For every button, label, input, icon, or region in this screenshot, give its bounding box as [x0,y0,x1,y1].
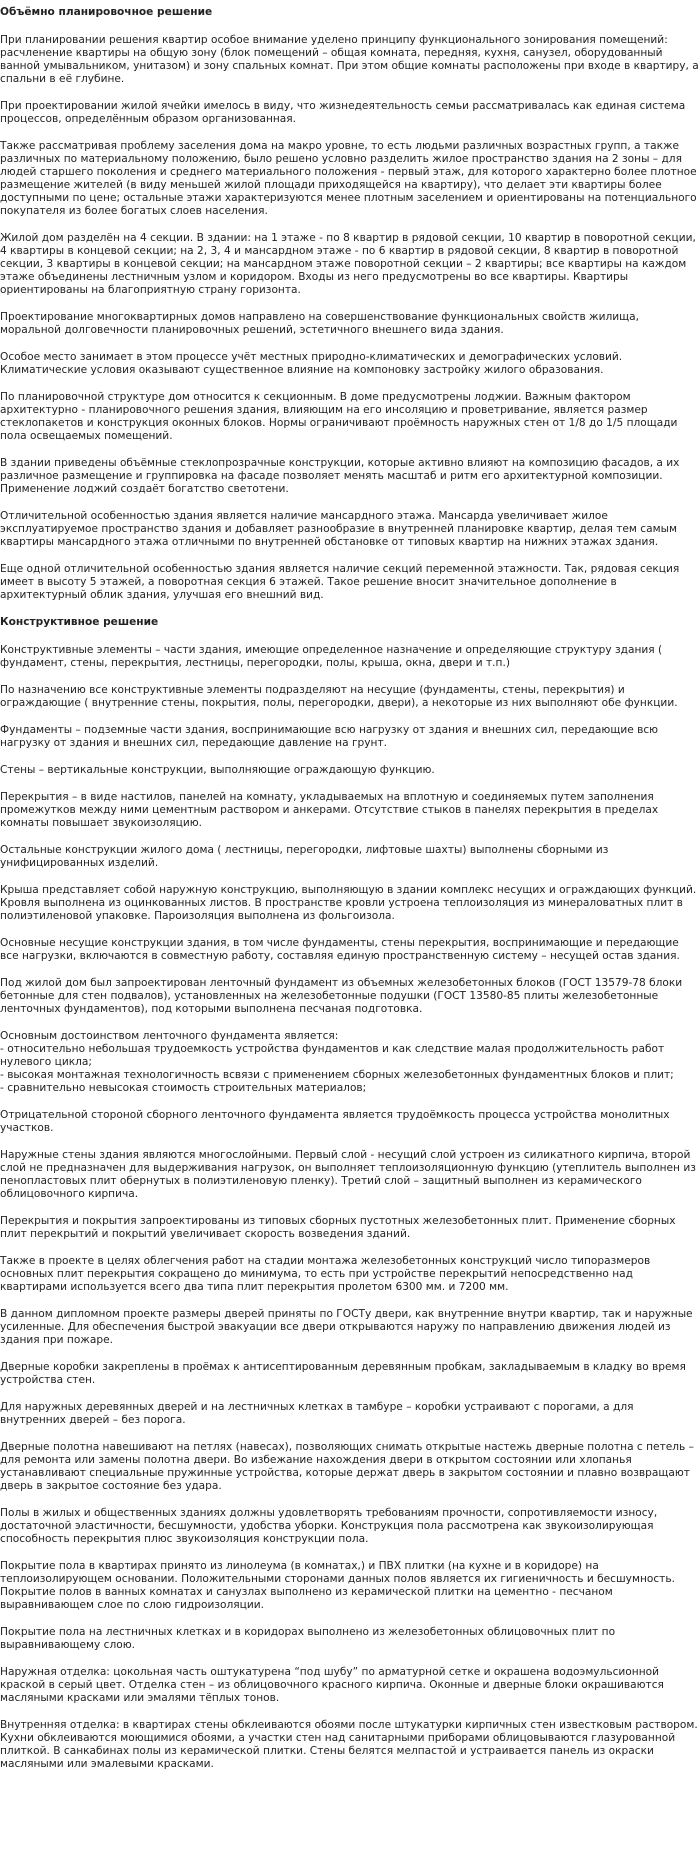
paragraph: Отличительной особенностью здания является наличие мансардного этажа. Мансарда увеличивает жилое эксплуатируемое пространство здания и добавляет разнообразие в внутренней планировке квартир, делая тем самым квартиры мансардного этажа отличными по внутренней обстановке от типовых квартир на нижних этажах здания. [0,510,677,548]
paragraph: Полы в жилых и общественных зданиях должны удовлетворять требованиям прочности, сопротивляемости износу, достаточной эластичности, бесшумности, удобства уборки. Конструкция пола рассмотрена как звукоизолирующая способность перекрытия плюс звукоизоляция конструкции пола. [0,1507,658,1545]
paragraph: Отрицательной стороной сборного ленточного фундамента является трудоёмкость процесса устройства монолитных участков. [0,1109,670,1134]
section-planning [0,6,700,602]
paragraph: Наружная отделка: цокольная часть оштукатурена “под шубу” по арматурной сетке и окрашена водоэмульсионной краской в серый цвет. Отделка стен – из облицовочного красного кирпича. Оконные и дверные блоки окрашиваются масляными красками или эмалями тёплых тонов. [0,1666,664,1704]
paragraph: Для наружных деревянных дверей и на лестничных клетках в тамбуре – коробки устраивают с порогами, а для внутренних дверей – без порога. [0,1401,634,1426]
section-title-planning: Объёмно планировочное решение [0,6,213,18]
paragraph: В данном дипломном проекте размеры дверей приняты по ГОСТу двери, как внутренние внутри квартир, так и наружные усиленные. Для обеспечения быстрой эвакуации все двери открываются наружу по направлению движения людей из здания при пожаре. [0,1308,693,1346]
paragraph: Перекрытия – в виде настилов, панелей на комнату, укладываемых на вплотную и соединяемых путем заполнения промежутков между ними цементным раствором и анкерами. Отсутствие стыков в панелях перекрытия в пределах комнаты повышает звукоизоляцию. [0,791,659,829]
paragraph: Также в проекте в целях облегчения работ на стадии монтажа железобетонных конструкций число типоразмеров основных плит перекрытия сокращено до минимума, то есть при устройстве перекрытий непосредственно над квартирами используется всего два типа плит перекрытия пролетом 6300 мм. и 7200 мм. [0,1255,651,1293]
section-construction [0,616,700,1771]
paragraph: Дверные полотна навешивают на петлях (навесах), позволяющих снимать открытые настежь дверные полотна с петель – для ремонта или замены полотна двери. Во избежание нахождения двери в открытом состоянии или хлопанья устанавливают специальные пружинные устройства, которые держат дверь в закрытом состоянии и плавно возвращают дверь в закрытое состояние без удара. [0,1441,694,1492]
paragraph: Конструктивные элементы – части здания, имеющие определенное назначение и определяющие структуру здания ( фундамент, стены, перекрытия, лестницы, перегородки, полы, крыша, окна, двери и т.п.) [0,644,663,669]
paragraph: При планировании решения квартир особое внимание уделено принципу функционального зонирования помещений: расчленение квартиры на общую зону (блок помещений – общая комната, передняя, кухня, санузел, оборудованный ванной умывальником, унитазом) и зону спальных комнат. При этом общие комнаты расположены при входе в квартиру, а спальни в её глубине. [0,34,699,85]
paragraph: Стены – вертикальные конструкции, выполняющие ограждающую функцию. [0,764,435,776]
paragraph: Наружные стены здания являются многослойными. Первый слой - несущий слой устроен из силикатного кирпича, второй слой не предназначен для выдерживания нагрузок, он выполняет теплоизоляционную функцию (утеплитель выполнен из пенопластовых плит обернутых в полиэтиленовую пленку). Третий слой – защитный выполнен из керамического облицовочного кирпича. [0,1149,696,1200]
paragraph: При проектировании жилой ячейки имелось в виду, что жизнедеятельность семьи рассматривалась как единая система процессов, определённым образом организованная. [0,100,686,125]
paragraph: Фундаменты – подземные части здания, воспринимающие всю нагрузку от здания и внешних сил, передающие всю нагрузку от здания и внешних сил, передающие давление на грунт. [0,724,659,749]
paragraph: Дверные коробки закреплены в проёмах к антисептированным деревянным пробкам, закладываемым в кладку во время устройства стен. [0,1361,686,1386]
paragraph: Перекрытия и покрытия запроектированы из типовых сборных пустотных железобетонных плит. Применение сборных плит перекрытий и покрытий увеличивает скорость возведения зданий. [0,1215,676,1240]
paragraph: Покрытие пола в квартирах принято из линолеума (в комнатах,) и ПВХ плитки (на кухне и в коридоре) на теплоизолирующем основании. Положительными сторонами данных полов является их гигиеничность и бесшумность. Покрытие полов в ванных комнатах и санузлах выполнено из керамической плитки на цементно - песчаном выравнивающем слое по слою гидроизоляции. [0,1560,675,1611]
paragraph: Под жилой дом был запроектирован ленточный фундамент из объемных железобетонных блоков (ГОСТ 13579-78 блоки бетонные для стен подвалов), установленных на железобетонные подушки (ГОСТ 13580-85 плиты железобетонные ленточных фундаментов), под которыми выполнена песчаная подготовка. [0,977,683,1015]
paragraph: По назначению все конструктивные элементы подразделяют на несущие (фундаменты, стены, перекрытия) и ограждающие ( внутренние стены, покрытия, полы, перегородки, двери), а некоторые из них выполняют обе функции. [0,684,678,709]
paragraph: Покрытие пола на лестничных клетках и в коридорах выполнено из железобетонных облицовочных плит по выравнивающему слою. [0,1626,616,1651]
paragraph-list: Основным достоинством ленточного фундамента является: - относительно небольшая трудоемкость устройства фундаментов и как следствие малая продолжительность работ нулевого цикла; - высокая монтажная технологичность всвязи с применением сборных железобетонных фундаментных блоков и плит; - сравнительно невысокая стоимость строительных материалов; [0,1030,674,1094]
paragraph: По планировочной структуре дом относится к секционным. В доме предусмотрены лоджии. Важным фактором архитектурно - планировочного решения здания, влияющим на его инсоляцию и проветривание, является размер стеклопакетов и конструкция оконных блоков. Нормы ограничивают проёмность наружных стен от 1/8 до 1/5 площади пола освещаемых помещений. [0,391,678,442]
paragraph: Проектирование многоквартирных домов направлено на совершенствование функциональных свойств жилища, моральной долговечности планировочных решений, эстетичного внешнего вида здания. [0,311,639,336]
paragraph: Остальные конструкции жилого дома ( лестницы, перегородки, лифтовые шахты) выполнены сборными из унифицированных изделий. [0,844,609,869]
paragraph: Внутренняя отделка: в квартирах стены обклеиваются обоями после штукатурки кирпичных стен известковым раствором. Кухни обклеиваются моющимися обоями, а участки стен над санитарными приборами облицовываются глазурованной плиткой. В санкабинах полы из керамической плитки. Стены белятся мелпастой и устраивается панель из окраски масляными или эмалевыми красками. [0,1719,698,1770]
paragraph: Крыша представляет собой наружную конструкцию, выполняющую в здании комплекс несущих и ограждающих функций. Кровля выполнена из оцинкованных листов. В пространстве кровли устроена теплоизоляция из минераловатных плит в полиэтиленовой упаковке. Пароизоляция выполнена из фольгоизола. [0,884,697,922]
paragraph: Также рассматривая проблему заселения дома на макро уровне, то есть людьми различных возрастных групп, а также различных по материальному положению, было решено условно разделить жилое пространство здания на 2 зоны – для людей старшего поколения и среднего материального положения - первый этаж, для которого характерно более плотное размещение жителей (в виду меньшей жилой площади приходящейся на квартиру), что делает эти квартиры более доступными по цене; остальные этажи характеризуются менее плотным заселением и ориентированы на потенциального покупателя из более богатых слоев населения. [0,140,697,217]
paragraph: Основные несущие конструкции здания, в том числе фундаменты, стены перекрытия, воспринимающие и передающие все нагрузки, включаются в совместную работу, составляя единую пространственную систему – несущей остав здания. [0,937,680,962]
paragraph: В здании приведены объёмные стеклопрозрачные конструкции, которые активно влияют на композицию фасадов, а их различное размещение и группировка на фасаде позволяет менять масштаб и ритм его архитектурной композиции. Применение лоджий создаёт богатство светотени. [0,457,680,495]
paragraph: Еще одной отличительной особенностью здания является наличие секций переменной этажности. Так, рядовая секция имеет в высоту 5 этажей, а поворотная секция 6 этажей. Такое решение вносит значительное дополнение в архитектурный облик здания, улучшая его внешний вид. [0,563,680,601]
paragraph: Жилой дом разделён на 4 секции. В здании: на 1 этаже - по 8 квартир в рядовой секции, 10 квартир в поворотной секции, 4 квартиры в концевой секции; на 2, 3, 4 и мансардном этаже - по 6 квартир в рядовой секции, 8 квартир в поворотной секции, 3 квартиры в концевой секции; на мансардном этаже поворотной секции – 2 квартиры; все квартиры на каждом этаже объединены лестничным узлом и коридором. Входы из него предусмотрены во все квартиры. Квартиры ориентированы на благоприятную страну горизонта. [0,232,696,296]
section-title-construction: Конструктивное решение [0,616,159,628]
paragraph: Особое место занимает в этом процессе учёт местных природно-климатических и демографических условий. Климатические условия оказывают существенное влияние на компоновку застройку жилого образования. [0,351,623,376]
